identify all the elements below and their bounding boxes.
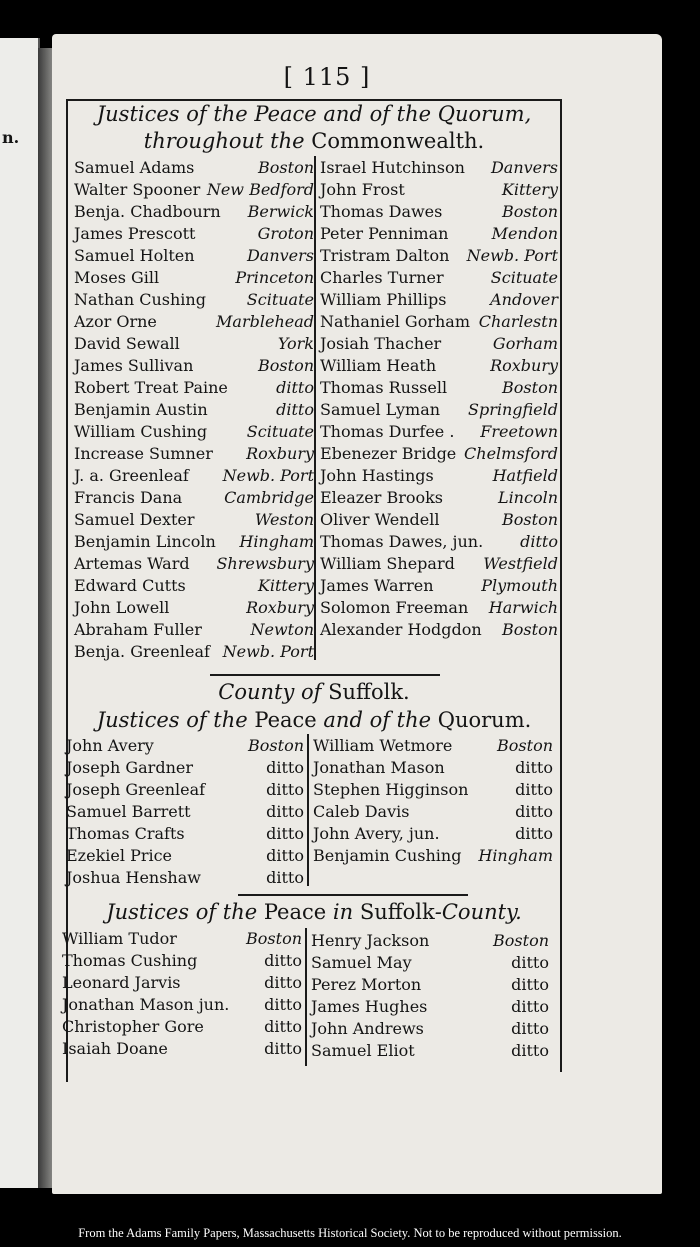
list-item: Benja. Greenleaf Newb. Port <box>74 642 314 661</box>
list-item: Nathaniel Gorham Charlestn <box>320 312 558 331</box>
list-item: William Wetmore Boston <box>313 736 553 755</box>
list-item: Christopher Gore ditto <box>62 1017 302 1036</box>
list-item: John Frost Kittery <box>320 180 558 199</box>
list-item: Benjamin Lincoln Hingham <box>74 532 314 551</box>
list-item: Tristram Dalton Newb. Port <box>320 246 558 265</box>
list-item: Abraham Fuller Newton <box>74 620 314 639</box>
list-item: William Shepard Westfield <box>320 554 558 573</box>
list-item: Robert Treat Paine ditto <box>74 378 314 397</box>
list-item: Eleazer Brooks Lincoln <box>320 488 558 507</box>
list-item: Samuel Eliot ditto <box>311 1041 549 1060</box>
list-item: Alexander Hodgdon Boston <box>320 620 558 639</box>
list-item: Ezekiel Price ditto <box>66 846 304 865</box>
section1-column-divider <box>314 156 316 660</box>
list-item: William Heath Roxbury <box>320 356 558 375</box>
list-item: Ebenezer Bridge Chelmsford <box>320 444 558 463</box>
list-item: John Hastings Hatfield <box>320 466 558 485</box>
list-item: Moses Gill Princeton <box>74 268 314 287</box>
section3-heading: Justices of the Peace in Suffolk-County. <box>106 900 522 924</box>
list-item: Solomon Freeman Harwich <box>320 598 558 617</box>
list-item: Increase Sumner Roxbury <box>74 444 314 463</box>
section3-column-divider <box>305 928 307 1066</box>
list-item: Henry Jackson Boston <box>311 931 549 950</box>
list-item: James Prescott Groton <box>74 224 314 243</box>
list-item: Francis Dana Cambridge <box>74 488 314 507</box>
list-item: Caleb Davis ditto <box>313 802 553 821</box>
list-item: Joseph Greenleaf ditto <box>66 780 304 799</box>
list-item: Edward Cutts Kittery <box>74 576 314 595</box>
section1-heading-line2: throughout the Commonwealth. <box>143 129 485 153</box>
list-item: Thomas Dawes Boston <box>320 202 558 221</box>
list-item: J. a. Greenleaf Newb. Port <box>74 466 314 485</box>
page-number: [ 115 ] <box>283 63 371 91</box>
list-item: Perez Morton ditto <box>311 975 549 994</box>
section3-left-list <box>62 928 302 1060</box>
list-item: Benjamin Austin ditto <box>74 400 314 419</box>
list-item: Joseph Gardner ditto <box>66 758 304 777</box>
list-item: James Hughes ditto <box>311 997 549 1016</box>
list-item: Thomas Russell Boston <box>320 378 558 397</box>
list-item: Thomas Durfee . Freetown <box>320 422 558 441</box>
list-item: Azor Orne Marblehead <box>74 312 314 331</box>
list-item: William Cushing Scituate <box>74 422 314 441</box>
list-item: Samuel Adams Boston <box>74 158 314 177</box>
section2-county-heading: County of Suffolk. <box>218 680 410 704</box>
section1-heading-line1: Justices of the Peace and of the Quorum, <box>96 102 532 126</box>
list-item: David Sewall York <box>74 334 314 353</box>
section2-heading: Justices of the Peace and of the Quorum. <box>96 708 532 732</box>
section1-heading <box>66 102 562 126</box>
section2-right-list <box>313 735 553 867</box>
section2-top-rule <box>210 674 440 676</box>
left-page-edge <box>0 38 40 1188</box>
list-item: Samuel Holten Danvers <box>74 246 314 265</box>
section3-top-rule <box>238 894 468 896</box>
left-page-fragment: n. <box>2 128 20 147</box>
list-item: John Lowell Roxbury <box>74 598 314 617</box>
list-item: James Sullivan Boston <box>74 356 314 375</box>
list-item: Thomas Cushing ditto <box>62 951 302 970</box>
list-item: Jonathan Mason ditto <box>313 758 553 777</box>
list-item: John Avery, jun. ditto <box>313 824 553 843</box>
list-item: Charles Turner Scituate <box>320 268 558 287</box>
list-item: Walter Spooner New Bedford <box>74 180 314 199</box>
list-item: Jonathan Mason jun. ditto <box>62 995 302 1014</box>
list-item: Israel Hutchinson Danvers <box>320 158 558 177</box>
list-item: Peter Penniman Mendon <box>320 224 558 243</box>
list-item: Nathan Cushing Scituate <box>74 290 314 309</box>
list-item: Thomas Crafts ditto <box>66 824 304 843</box>
list-item: John Avery Boston <box>66 736 304 755</box>
section1-left-list <box>74 157 314 663</box>
list-item: Samuel Dexter Weston <box>74 510 314 529</box>
list-item: Leonard Jarvis ditto <box>62 973 302 992</box>
section1-right-list <box>320 157 558 641</box>
list-item: Benja. Chadbourn Berwick <box>74 202 314 221</box>
section3-right-list <box>311 930 549 1062</box>
list-item: John Andrews ditto <box>311 1019 549 1038</box>
list-item: James Warren Plymouth <box>320 576 558 595</box>
list-item: Benjamin Cushing Hingham <box>313 846 553 865</box>
section2-left-list <box>66 735 304 889</box>
list-item: Joshua Henshaw ditto <box>66 868 304 887</box>
list-item: Josiah Thacher Gorham <box>320 334 558 353</box>
list-item: Samuel Barrett ditto <box>66 802 304 821</box>
section2-column-divider <box>307 734 309 886</box>
list-item: Samuel May ditto <box>311 953 549 972</box>
list-item: Oliver Wendell Boston <box>320 510 558 529</box>
copyright-footer: From the Adams Family Papers, Massachusetts Historical Society. Not to be reproduced without permission. <box>78 1226 622 1240</box>
list-item: William Tudor Boston <box>62 929 302 948</box>
list-item: Isaiah Doane ditto <box>62 1039 302 1058</box>
list-item: Artemas Ward Shrewsbury <box>74 554 314 573</box>
list-item: Thomas Dawes, jun. ditto <box>320 532 558 551</box>
list-item: Samuel Lyman Springfield <box>320 400 558 419</box>
list-item: Stephen Higginson ditto <box>313 780 553 799</box>
list-item: William Phillips Andover <box>320 290 558 309</box>
